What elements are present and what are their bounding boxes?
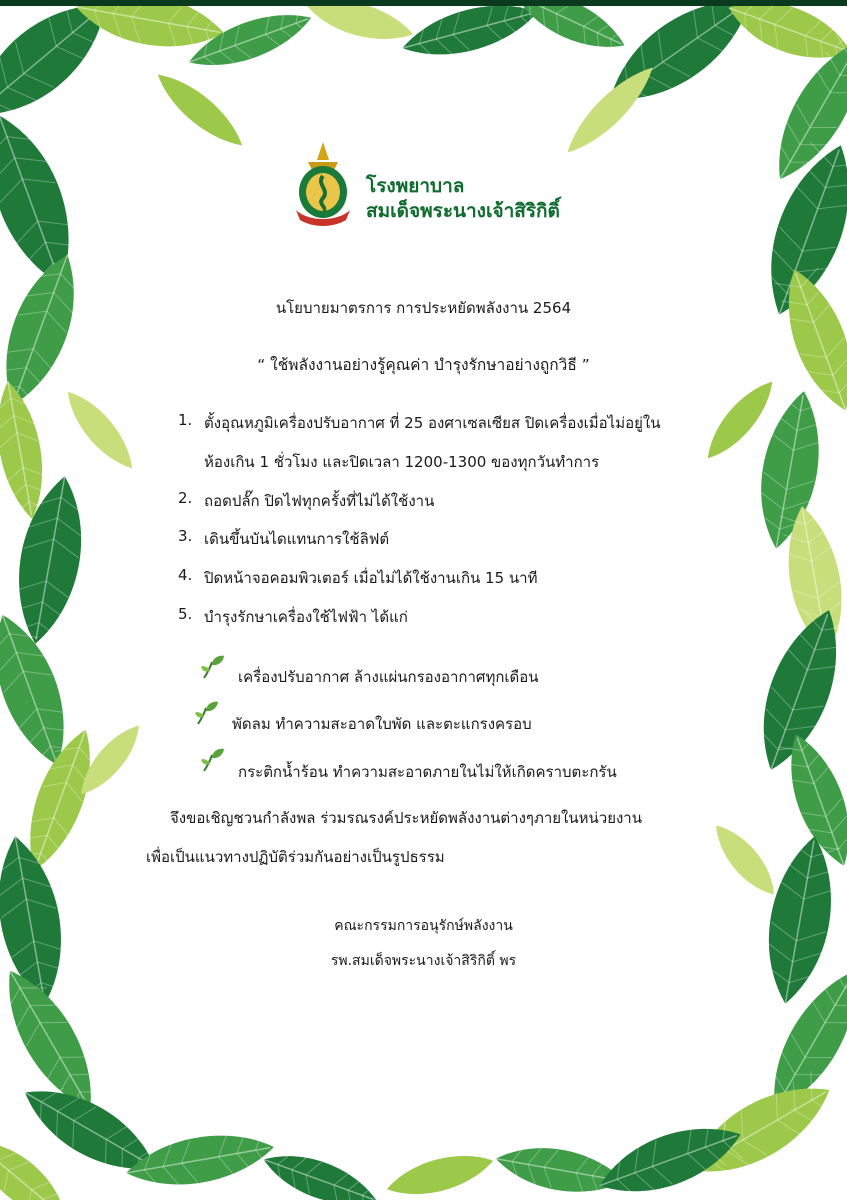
leaf-decoration (706, 817, 785, 903)
list-item-number: 5. (178, 605, 193, 623)
leaf-decoration (508, 0, 632, 62)
leaf-decoration (771, 261, 847, 419)
sprout-icon (200, 747, 226, 773)
list-item-text: บำรุงรักษาเครื่องใช้ไฟฟ้า ได้แก่ (204, 608, 408, 626)
list-item-text: เดินขึ้นบันไดแทนการใช้ลิฟต์ (204, 530, 390, 548)
list-item-text-line2: ห้องเกิน 1 ชั่วโมง และปิดเวลา 1200-1300 ของทุกวันทำการ (204, 453, 600, 471)
leaf-decoration (383, 1146, 497, 1200)
leaf-decoration (257, 1143, 382, 1200)
document-slogan: “ ใช้พลังงานอย่างรู้คุณค่า บำรุงรักษาอย่างถูกวิธี ” (257, 356, 590, 374)
list-item-number: 1. (178, 411, 193, 429)
leaf-decoration (492, 1139, 627, 1200)
list-item-text: ถอดปลั๊ก ปิดไฟทุกครั้งที่ไม่ได้ใช้งาน (204, 492, 435, 510)
leaf-decoration (0, 105, 90, 296)
list-item-text: ปิดหน้าจอคอมพิวเตอร์ เมื่อไม่ได้ใช้งานเกิน 15 นาที (204, 569, 538, 587)
signature-committee: คณะกรรมการอนุรักษ์พลังงาน (334, 918, 513, 934)
sprout-icon (194, 700, 220, 726)
leaf-decoration (303, 0, 417, 49)
signature-hospital: รพ.สมเด็จพระนางเจ้าสิริกิติ์ พร (330, 953, 517, 969)
logo-name-line2: สมเด็จพระนางเจ้าสิริกิติ์ (366, 200, 560, 222)
closing-paragraph-line1: จึงขอเชิญชวนกำลังพล ร่วมรณรงค์ประหยัดพลังงานต่างๆภายในหน่วยงาน (170, 809, 642, 827)
logo-name-line1: โรงพยาบาล (366, 175, 465, 197)
sprout-icon (200, 654, 226, 680)
hospital-logo (288, 140, 588, 226)
leaf-decoration (397, 0, 543, 68)
hospital-emblem-icon (288, 140, 358, 226)
sub-list-item: เครื่องปรับอากาศ ล้างแผ่นกรองอากาศทุกเดือน (238, 668, 539, 686)
list-item-number: 2. (178, 489, 193, 507)
closing-paragraph-line2: เพื่อเป็นแนวทางปฏิบัติร่วมกันอย่างเป็นรูปธรรม (146, 848, 445, 866)
top-dark-strip (0, 0, 847, 6)
list-item-number: 3. (178, 527, 193, 545)
sub-list-item: กระติกน้ำร้อน ทำความสะอาดภายในไม่ให้เกิดคราบตะกรัน (238, 763, 617, 781)
leaf-decoration (149, 64, 251, 155)
document-title: นโยบายมาตรการ การประหยัดพลังงาน 2564 (275, 299, 572, 317)
leaf-decoration (122, 1125, 278, 1195)
leaf-decoration (58, 383, 143, 477)
sub-list-item: พัดลม ทำความสะอาดใบพัด และตะแกรงครอบ (232, 715, 532, 733)
list-item-text: ตั้งอุณหภูมิเครื่องปรับอากาศ ที่ 25 องศาเซลเซียส ปิดเครื่องเมื่อไม่อยู่ใน (204, 414, 661, 432)
list-item-number: 4. (178, 566, 193, 584)
